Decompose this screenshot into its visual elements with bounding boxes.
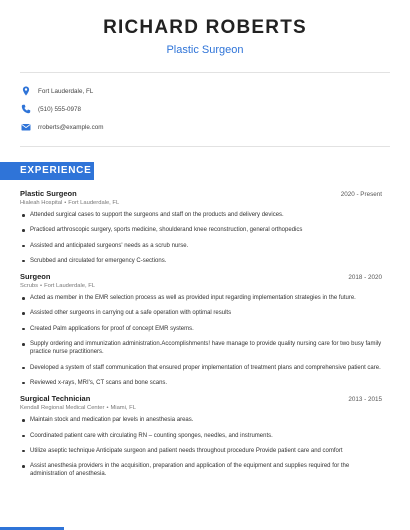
- candidate-name: RICHARD ROBERTS: [103, 17, 307, 38]
- job-dates: 2020 - Present: [340, 191, 382, 198]
- job-bullet: Reviewed x-rays, MRI's, CT scans and bone scans.: [20, 379, 382, 387]
- phone-icon: [20, 103, 32, 115]
- resume-header: [0, 0, 410, 56]
- location-text: Fort Lauderdale, FL: [38, 87, 94, 95]
- separator-dot: •: [106, 405, 109, 412]
- job-location: Fort Lauderdale, FL: [44, 283, 95, 290]
- email-link[interactable]: rroberts@example.com: [38, 123, 104, 131]
- experience-list: [20, 189, 382, 486]
- job-header: [20, 272, 382, 281]
- job-employer: Scrubs: [20, 283, 39, 290]
- job-bullets: [20, 294, 382, 387]
- job-employer-line: [20, 405, 382, 411]
- job-bullet: Created Palm applications for proof of concept EMR systems.: [20, 325, 382, 333]
- contact-info: [20, 82, 104, 136]
- header-divider: [20, 72, 390, 73]
- job-header: [20, 189, 382, 198]
- job-title: Surgical Technician: [20, 394, 91, 404]
- candidate-title: Plastic Surgeon: [166, 44, 244, 56]
- job-bullet: Scrubbed and circulated for emergency C-sections.: [20, 257, 382, 265]
- job-bullets: [20, 416, 382, 478]
- job-entry: [20, 394, 382, 478]
- job-employer-line: [20, 200, 382, 206]
- job-entry: [20, 272, 382, 387]
- job-employer: Kendall Regional Medical Center: [20, 405, 105, 412]
- job-title: Plastic Surgeon: [20, 189, 77, 198]
- job-entry: [20, 189, 382, 265]
- job-bullet: Practiced arthroscopic surgery, sports medicine, shoulderand knee reconstruction, general orthopedics: [20, 226, 382, 234]
- job-dates: 2018 - 2020: [348, 274, 382, 282]
- separator-dot: •: [40, 283, 43, 290]
- job-location: Fort Lauderdale, FL: [68, 200, 120, 206]
- job-employer-line: [20, 283, 382, 289]
- phone-text: (510) 555-0978: [38, 105, 82, 113]
- job-dates: 2013 - 2015: [348, 396, 382, 404]
- job-bullet: Utilize aseptic technique Anticipate surgeon and patient needs throughout procedure Provide patient care and comfort: [20, 447, 382, 455]
- separator-dot: •: [64, 200, 67, 206]
- job-title: Surgeon: [20, 272, 51, 282]
- job-bullet: Maintain stock and medication par levels in anesthesia areas.: [20, 416, 382, 424]
- contact-phone: [20, 100, 104, 118]
- job-bullet: Assisted other surgeons in carrying out a safe operation with optimal results: [20, 309, 382, 317]
- envelope-icon: [20, 121, 32, 133]
- job-bullets: [20, 211, 382, 265]
- job-bullet: Coordinated patient care with circulating RN – counting sponges, needles, and instruments.: [20, 432, 382, 440]
- job-bullet: Supply ordering and immunization administration.Accomplishments! have manage to provide quality nursing care for two busy family practice nurse practitioners.: [20, 340, 382, 357]
- job-location: Miami, FL: [110, 405, 136, 412]
- job-employer: Hialeah Hospital: [20, 200, 63, 206]
- job-header: [20, 394, 382, 403]
- job-bullet: Assist anesthesia providers in the acquisition, preparation and application of the equipment and supplies required for the administration of anesthesia.: [20, 462, 382, 479]
- contact-divider: [20, 146, 390, 147]
- job-bullet: Assisted and anticipated surgeons' needs as a scrub nurse.: [20, 242, 382, 250]
- job-bullet: Attended surgical cases to support the surgeons and staff on the products and delivery devices.: [20, 211, 382, 219]
- location-pin-icon: [20, 85, 32, 97]
- contact-email: [20, 118, 104, 136]
- job-bullet: Acted as member in the EMR selection process as well as provided input regarding implementation strategies in the future.: [20, 294, 382, 302]
- job-bullet: Developed a system of staff communication that ensured proper implementation of treatment plans and comprehensive patient care.: [20, 364, 382, 372]
- experience-section-heading: EXPERIENCE: [0, 162, 94, 180]
- contact-location: [20, 82, 104, 100]
